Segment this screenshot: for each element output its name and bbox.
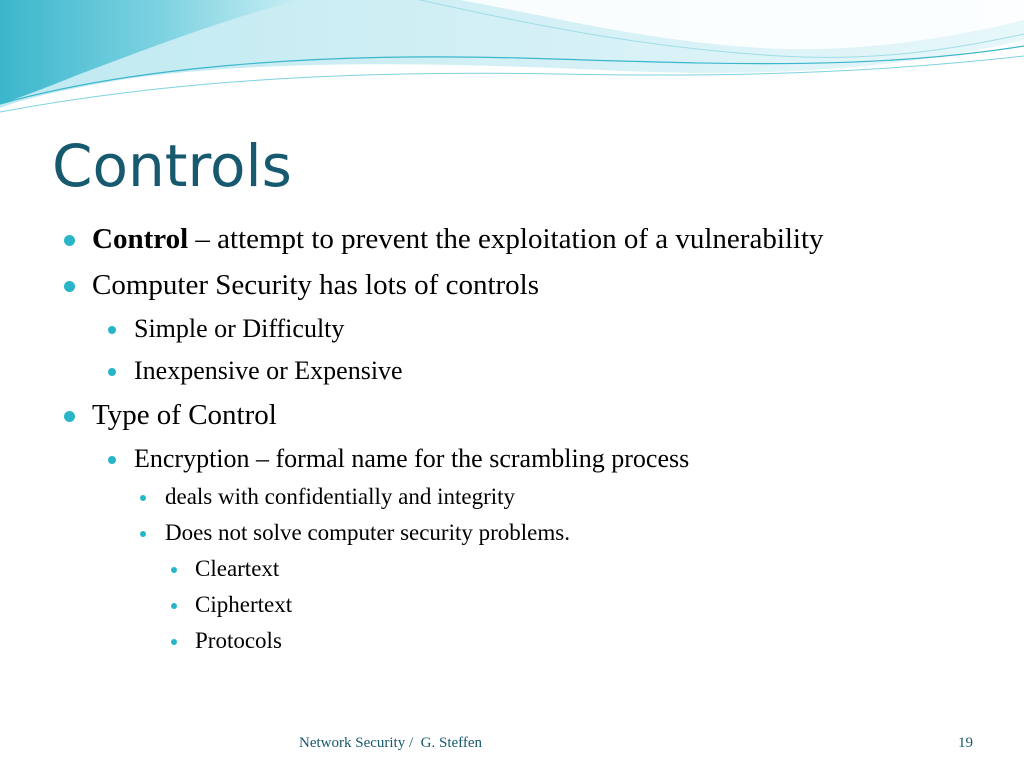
list-item [62,313,862,345]
list-item-text: Inexpensive or Expensive [134,356,403,385]
list-item [62,355,862,387]
bullet-list [62,222,862,655]
bullet-dot-icon [171,603,177,609]
list-item-text: Cleartext [195,556,280,581]
list-item [62,443,862,475]
bullet-dot-icon [171,567,177,573]
term-control: Control [92,223,189,255]
bullet-dot-icon [140,531,146,537]
footer-text: Network Security / G. Steffen [299,735,483,751]
bullet-dot-icon [108,456,116,464]
page-number: 19 [958,735,973,751]
bullet-dot-icon [140,495,146,501]
list-item-text: Computer Security has lots of controls [92,269,540,301]
bullet-dot-icon [64,281,75,292]
list-item [62,268,862,303]
list-item [62,554,862,583]
list-item-text: deals with confidentially and integrity [165,484,516,509]
list-item [62,222,862,257]
list-item [62,626,862,655]
list-item [62,482,862,511]
bullet-dot-icon [64,411,75,422]
bullet-dot-icon [171,639,177,645]
list-item-text: Ciphertext [195,592,293,617]
list-item [62,590,862,619]
list-item-text: Encryption – formal name for the scrambling process [134,444,690,473]
list-item [62,398,862,433]
header-wave-decoration [0,0,1024,130]
bullet-dot-icon [108,326,116,334]
list-item [62,518,862,547]
definition-text: – attempt to prevent the exploitation of a vulnerability [188,223,824,255]
list-item-text: Simple or Difficulty [134,314,345,343]
list-item-text: Type of Control [92,399,277,431]
bullet-dot-icon [64,235,75,246]
slide-title: Controls [52,132,292,200]
bullet-dot-icon [108,368,116,376]
list-item-text: Does not solve computer security problems. [165,520,570,545]
list-item-text: Protocols [195,628,282,653]
